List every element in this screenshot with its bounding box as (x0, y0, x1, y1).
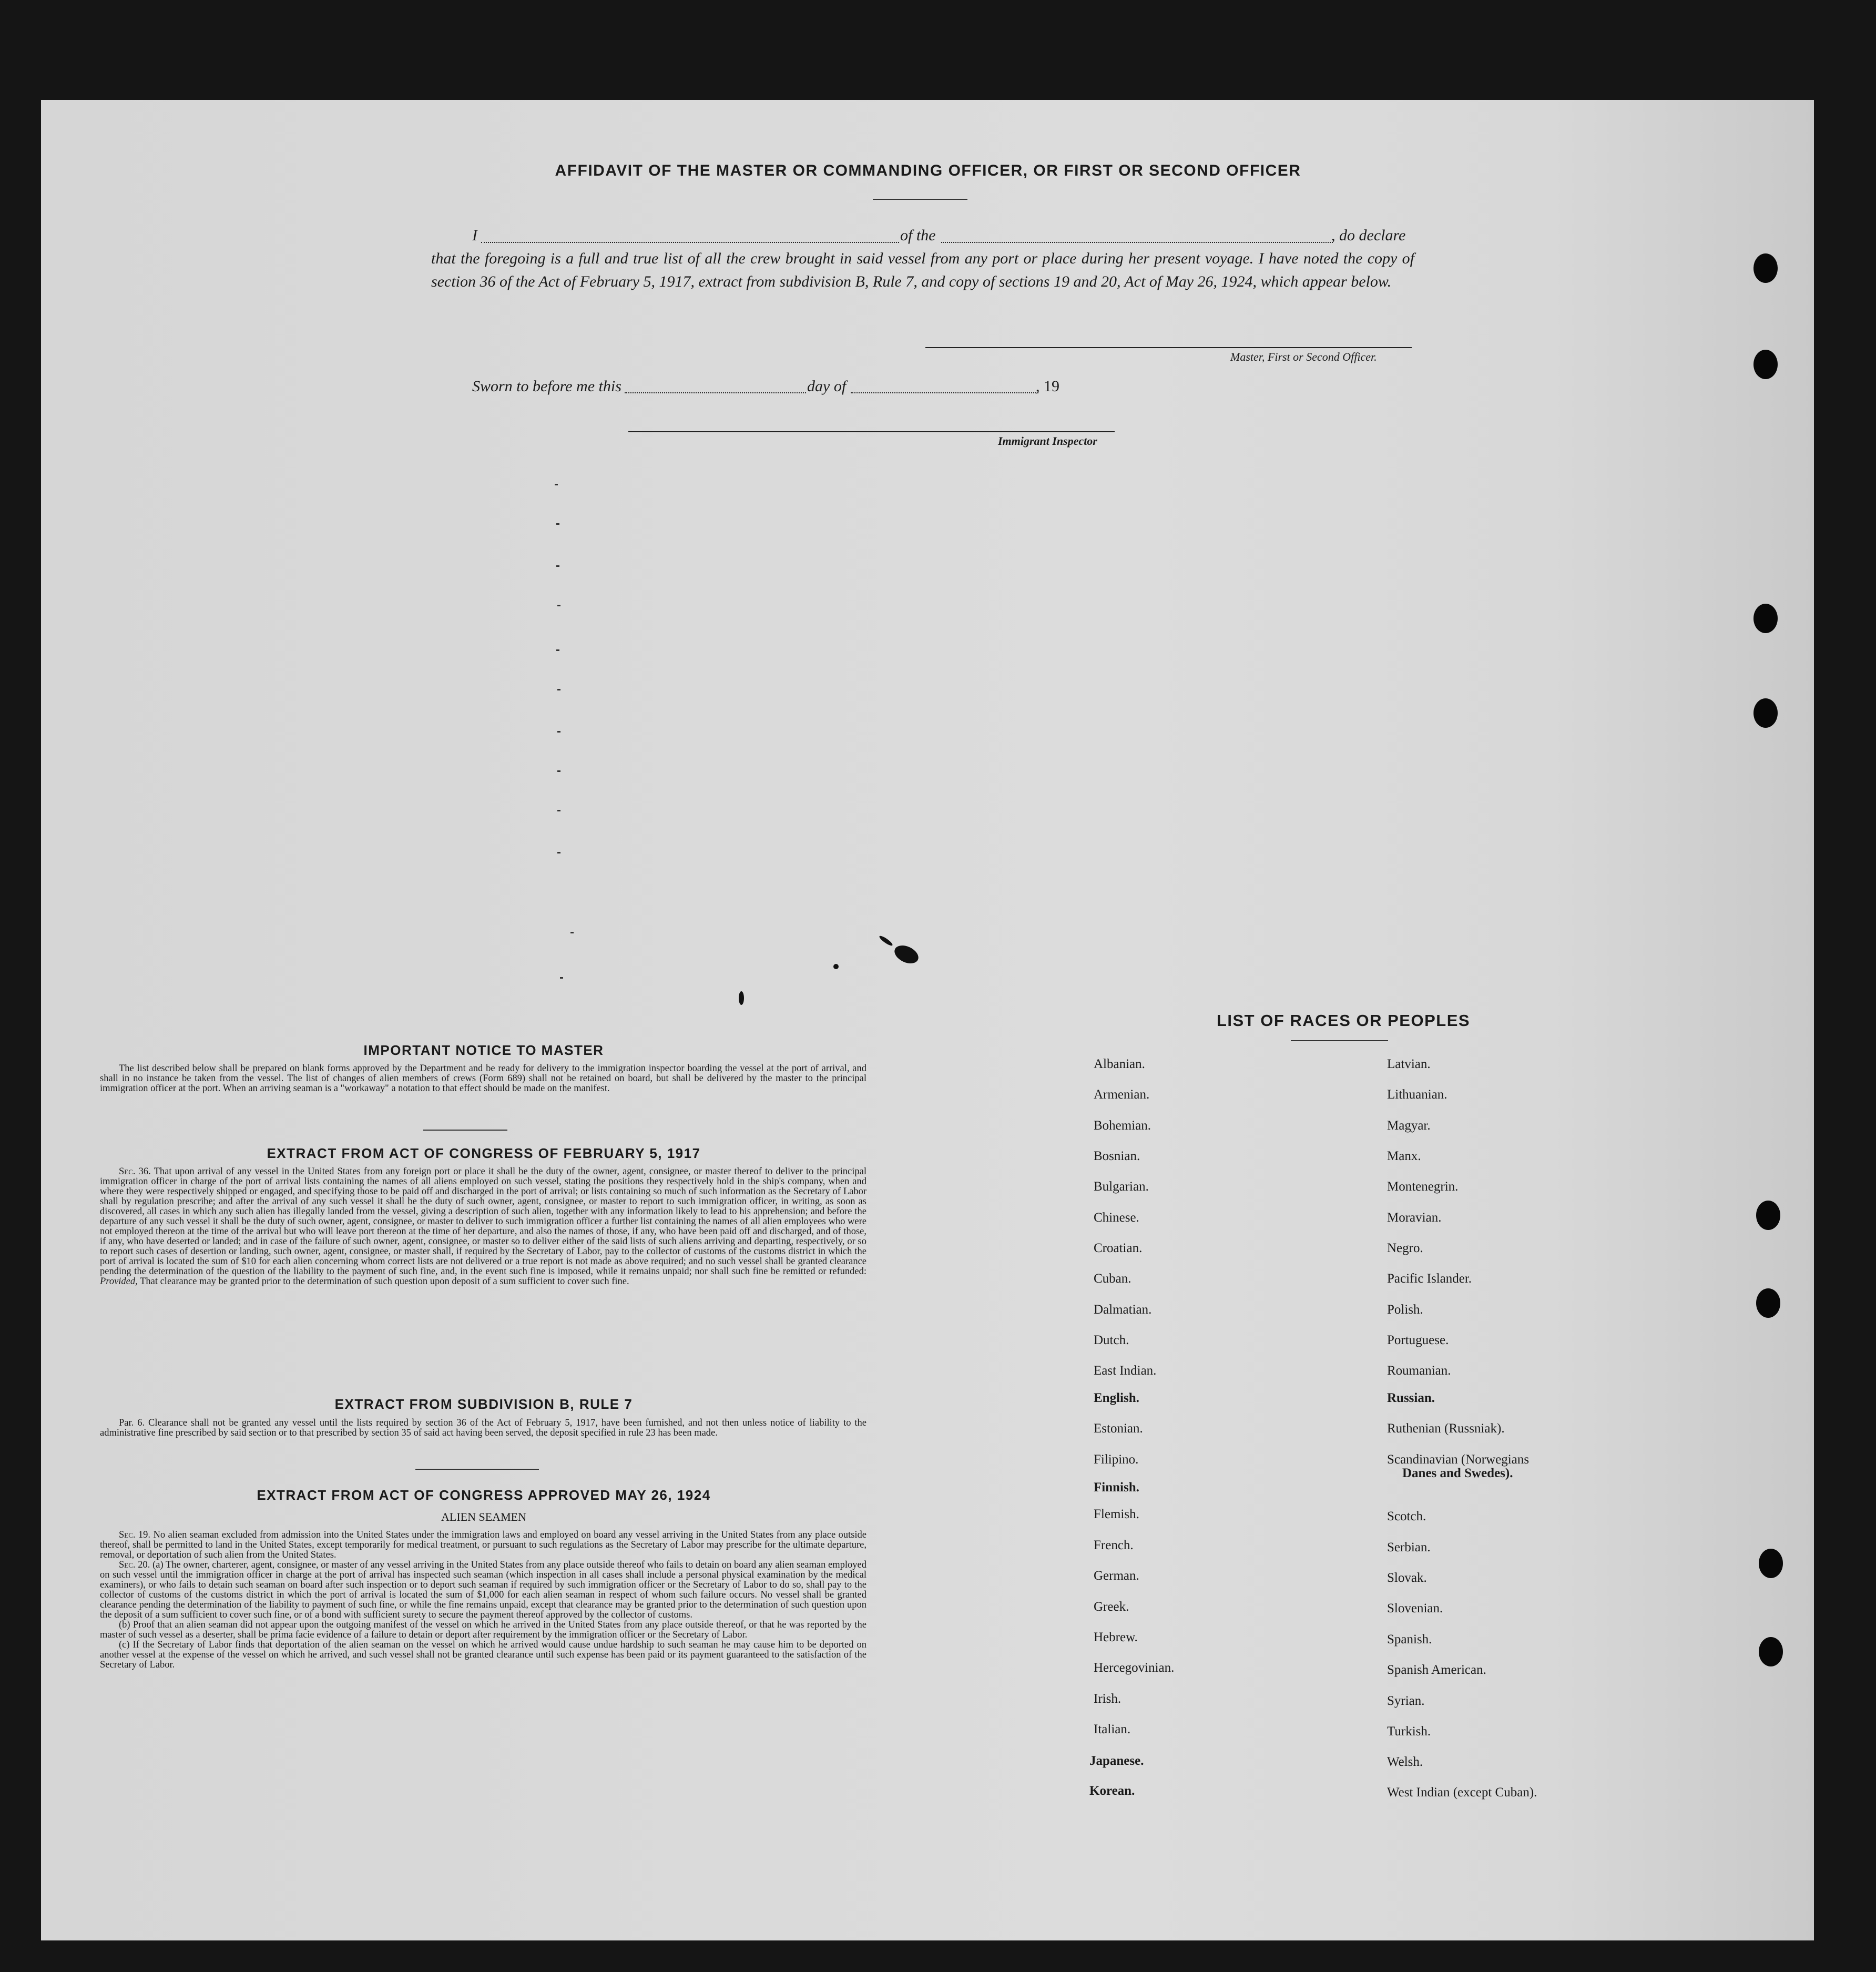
race-item: Pacific Islander. (1387, 1272, 1472, 1286)
sec-36-label: Sec. 36. (119, 1166, 151, 1177)
race-item: Chinese. (1094, 1211, 1139, 1225)
race-item: German. (1094, 1569, 1139, 1583)
race-item: Lithuanian. (1387, 1087, 1447, 1102)
race-item: Turkish. (1387, 1724, 1431, 1739)
race-item: Roumanian. (1387, 1364, 1451, 1378)
race-item: Scotch. (1387, 1509, 1426, 1523)
tick-mark (557, 605, 560, 606)
tick-mark (557, 810, 560, 811)
race-item: Bosnian. (1094, 1149, 1140, 1163)
year-label: , 19 (1036, 378, 1059, 395)
notice-text: The list described below shall be prepared on blank forms approved by the Department and be ready for delivery to the immigration inspector boarding the vessel at the port of arrival, and shall in no instance be taken from the vessel. The list of changes of alien members of crews (Form 689) shall not be retained on board, but shall be delivered by the master to the principal immigration officer at the port. When an arriving seaman is a "workaway" a notation to that effect should be made on the manifest. (100, 1063, 866, 1094)
race-item: English. (1094, 1391, 1139, 1405)
signature-field[interactable] (925, 347, 1412, 348)
divider (423, 1130, 507, 1131)
race-item: Polish. (1387, 1303, 1423, 1317)
race-item: Slovenian. (1387, 1601, 1443, 1615)
extract-1917-body (100, 1167, 866, 1287)
sec-19-label: Sec. 19. (119, 1530, 151, 1540)
race-item: Latvian. (1387, 1057, 1431, 1071)
race-item: Scandinavian (Norwegians (1387, 1452, 1530, 1467)
extract-1917-title: EXTRACT FROM ACT OF CONGRESS OF FEBRUARY 5, 1917 (267, 1145, 701, 1161)
tick-mark (556, 565, 559, 567)
sec-36-text: That upon arrival of any vessel in the United States from any foreign port or place it shall be the duty of the owner, agent, consignee, or master thereof to deliver to the principal immigration officer in charge of the port of arrival lists containing the names of all aliens employed on such vessel, stating the positions they respectively hold in the ship's company, when and where they were respectively shipped or engaged, and specifying those to be paid off and discharged in the port of arrival; or lists containing so much of such information as the Secretary of Labor shall by regulation prescribe; and after the arrival of any such vessel it shall be the duty of such owner, agent, consignee, or master to report to such immigration officer, in writing, as soon as discovered, all cases in which any such alien has illegally landed from the vessel, giving a description of such alien, together with any information likely to lead to his apprehension; and before the departure of any such vessel it shall be the duty of such owner, agent, consignee, or master to deliver to such immigration officer a further list containing the names of all alien employees who were not employed thereon at the time of the arrival but who will leave port thereon at the time of her departure, and also the names of those, if any, who have been paid off and discharged, and of those, if any, who have deserted or landed; and in case of the failure of such owner, agent, consignee, or master so to deliver either of the said lists of such aliens arriving and departing, respectively, or so to report such cases of desertion or landing, such owner, agent, consignee, or master shall, if required by the Secretary of Labor, pay to the collector of customs of the customs district in which the port of arrival is located the sum of $10 for each alien concerning whom correct lists are not delivered or a true report is not made as above required; and no such vessel shall be granted clearance pending the determination of the question of the liability to the payment of such fine, and, in the event such fine is imposed, while it remains unpaid; nor shall such fine be remitted or refunded: (100, 1166, 867, 1277)
notice-body (100, 1064, 866, 1094)
race-item: Negro. (1387, 1241, 1423, 1255)
day-of-label: day of (807, 378, 847, 395)
inspector-signature-field[interactable] (628, 431, 1115, 432)
race-item: Spanish American. (1387, 1663, 1486, 1677)
divider (1291, 1040, 1388, 1041)
tick-mark (556, 523, 559, 525)
sec-20c-text: (c) If the Secretary of Labor finds that deportation of the alien seaman on the vessel on which he arrived would cause undue hardship to such seaman he may cause him to be deported on another vessel at the expense of the vessel on which he arrived, and such vessel shall not be granted clearance until such expense has been paid or its payment guaranteed to the satisfaction of the Secretary of Labor. (100, 1640, 866, 1670)
extract-1924-title: EXTRACT FROM ACT OF CONGRESS APPROVED MAY 26, 1924 (257, 1487, 711, 1503)
affidavit-body: that the foregoing is a full and true list of all the crew brought in said vessel from any port or place during her present voyage. I have noted the copy of section 36 of the Act of February 5, 1917, extract from subdivision B, Rule 7, and copy of sections 19 and 20, Act of May 26, 1924, which appear below. (431, 250, 1414, 290)
race-item: Magyar. (1387, 1119, 1431, 1133)
races-title: LIST OF RACES OR PEOPLES (1216, 1011, 1471, 1030)
race-item: Estonian. (1094, 1421, 1143, 1436)
race-item: Filipino. (1094, 1452, 1139, 1467)
binder-hole (1756, 1201, 1780, 1230)
affidavit-i-label: I (472, 227, 477, 244)
race-item: Hercegovinian. (1094, 1661, 1175, 1675)
race-item: Hebrew. (1094, 1630, 1138, 1644)
tick-mark (560, 977, 563, 979)
divider (415, 1469, 539, 1470)
tick-mark (557, 689, 560, 690)
race-item: Dutch. (1094, 1333, 1129, 1347)
name-field[interactable] (481, 242, 899, 243)
race-item: Moravian. (1387, 1211, 1442, 1225)
race-item: Welsh. (1387, 1755, 1423, 1769)
binder-hole (1759, 1637, 1783, 1666)
tick-mark (556, 649, 559, 651)
race-item: Albanian. (1094, 1057, 1145, 1071)
sworn-month-field[interactable] (851, 392, 1038, 393)
tick-mark (557, 731, 560, 733)
race-item: Danes and Swedes). (1402, 1466, 1513, 1480)
race-item: Dalmatian. (1094, 1303, 1152, 1317)
race-item: Portuguese. (1387, 1333, 1449, 1347)
binder-hole (1753, 604, 1778, 633)
race-item: Croatian. (1094, 1241, 1143, 1255)
sec-36-tail: That clearance may be granted prior to the determination of such question upon deposit of a sum sufficient to cover such fine. (140, 1276, 629, 1287)
extract-1924-body (100, 1530, 866, 1670)
race-item: Spanish. (1387, 1632, 1432, 1646)
binder-hole (1753, 253, 1778, 283)
ink-blot (739, 991, 744, 1005)
extract-rule7-title: EXTRACT FROM SUBDIVISION B, RULE 7 (334, 1396, 633, 1412)
notice-title: IMPORTANT NOTICE TO MASTER (363, 1042, 604, 1058)
sworn-day-field[interactable] (625, 392, 806, 393)
affidavit-declare-label: , do declare (1331, 227, 1406, 244)
inspector-caption: Immigrant Inspector (998, 434, 1097, 448)
race-item: Irish. (1094, 1692, 1121, 1706)
race-item: Finnish. (1094, 1480, 1139, 1495)
race-item: Bohemian. (1094, 1119, 1151, 1133)
alien-seamen-subtitle: ALIEN SEAMEN (441, 1510, 526, 1523)
affidavit-of-the-label: of the (900, 227, 936, 244)
binder-hole (1753, 698, 1778, 728)
sec-20-label: Sec. 20. (119, 1560, 150, 1570)
race-item: Korean. (1089, 1784, 1135, 1798)
race-item: Italian. (1094, 1722, 1131, 1736)
par-6-text: Par. 6. Clearance shall not be granted any vessel until the lists required by section 36 of the Act of February 5, 1917, have been furnished, and not then unless notice of liability to the administrative fine prescribed by said section or to that prescribed by section 35 of said act having been served, the deposit specified in rule 23 has been made. (100, 1418, 866, 1438)
race-item: Cuban. (1094, 1272, 1131, 1286)
race-item: Manx. (1387, 1149, 1421, 1163)
binder-hole (1759, 1549, 1783, 1578)
sworn-label: Sworn to before me this (472, 378, 621, 395)
tick-mark (555, 484, 558, 485)
sec-20a-text: (a) The owner, charterer, agent, consignee, or master of any vessel arriving in the United States from any place outside thereof who fails to detain on board any alien seaman employed on such vessel until the immigration officer in charge at the port of arrival has inspected such seaman (which inspection in all cases shall include a personal physical examination by the medical examiners), or who fails to detain such seaman on board after such inspection or to deport such seaman if required by such immigration officer or the Secretary of Labor to do so, shall pay to the collector of customs of the customs district in which the port of arrival is located the sum of $1,000 for each alien seaman in respect of whom such failure occurs. No vessel shall be granted clearance pending the determination of the liability to payment of such fine, or while the fine remains unpaid, except that clearance may be granted prior to the determination of such question upon the deposit of a sum sufficient to cover such fine, or of a bond with sufficient surety to secure the payment thereof approved by the collector of customs. (100, 1560, 867, 1620)
race-item: Flemish. (1094, 1507, 1139, 1521)
binder-hole (1756, 1288, 1780, 1318)
vessel-field[interactable] (941, 242, 1333, 243)
ink-blot (833, 964, 839, 969)
signature-caption: Master, First or Second Officer. (1230, 350, 1377, 363)
race-item: Slovak. (1387, 1571, 1427, 1585)
race-item: French. (1094, 1538, 1134, 1552)
affidavit-title: AFFIDAVIT OF THE MASTER OR COMMANDING OFFICER, OR FIRST OR SECOND OFFICER (555, 162, 1301, 179)
sec-19-text: No alien seaman excluded from admission into the United States under the immigration laws and employed on board any vessel arriving in the United States from any place outside thereof, shall be permitted to land in the United States, except temporarily for medical treatment, or pursuant to such regulations as the Secretary of Labor may prescribe for the ultimate departure, removal, or deportation of such alien from the United States. (100, 1530, 866, 1560)
sec-20b-text: (b) Proof that an alien seaman did not appear upon the outgoing manifest of the vessel on which he arrived in the United States from any place outside thereof, or that he was reported by the master of such vessel as a deserter, shall be prima facie evidence of a failure to detain or deport after requirement by the immigration officer or the Secretary of Labor. (100, 1620, 866, 1640)
race-item: West Indian (except Cuban). (1387, 1785, 1537, 1800)
race-item: Russian. (1387, 1391, 1435, 1405)
race-item: Serbian. (1387, 1540, 1431, 1554)
divider (873, 199, 967, 200)
provided-word: Provided, (100, 1276, 138, 1287)
race-item: Syrian. (1387, 1694, 1425, 1708)
race-item: Greek. (1094, 1600, 1129, 1614)
tick-mark (570, 932, 574, 933)
race-item: Ruthenian (Russniak). (1387, 1421, 1505, 1436)
tick-mark (557, 770, 560, 772)
race-item: Armenian. (1094, 1087, 1150, 1102)
race-item: Montenegrin. (1387, 1180, 1459, 1194)
race-item: Japanese. (1089, 1754, 1144, 1768)
extract-rule7-body (100, 1418, 866, 1438)
race-item: East Indian. (1094, 1364, 1157, 1378)
race-item: Bulgarian. (1094, 1180, 1149, 1194)
binder-hole (1753, 350, 1778, 379)
tick-mark (557, 852, 560, 853)
